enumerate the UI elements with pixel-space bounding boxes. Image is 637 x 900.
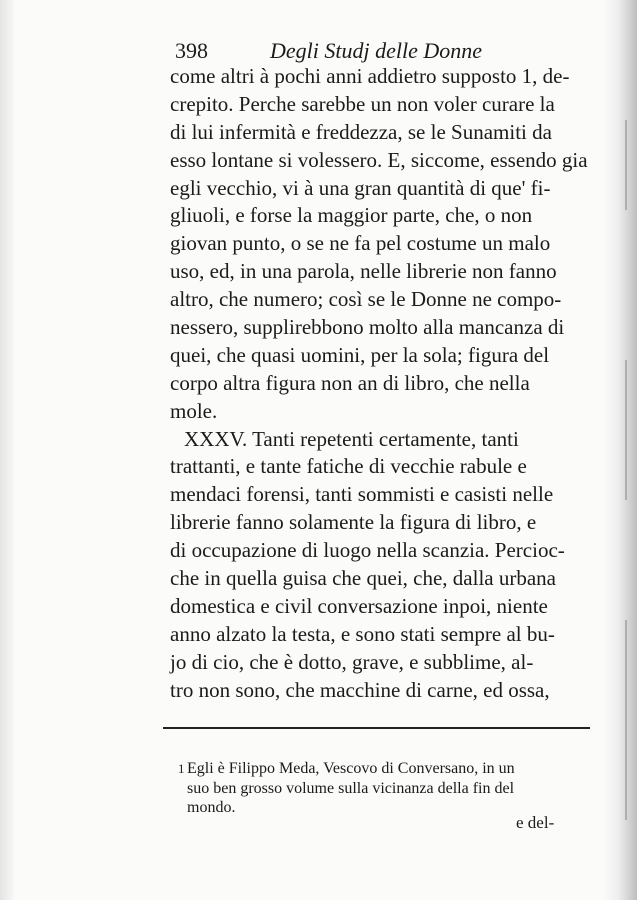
text-line: crepito. Perche sarebbe un non voler curare la [170,91,555,116]
body-text [170,63,588,704]
text-line: mendaci forensi, tanti sommisti e casisti nelle [170,482,554,507]
text-line: corpo altra figura non an di libro, che nella [170,370,530,395]
catchword: e del- [516,813,555,832]
text-line: uso, ed, in una parola, nelle librerie non fanno [170,259,557,284]
text-line: che in quella guisa che quei, che, dalla urbana [170,566,556,591]
text-line: esso lontane si volessero. E, siccome, essendo gia [170,147,588,172]
footnote-line: mondo. [187,799,236,816]
edge-mark [625,360,627,500]
text-line: tro non sono, che macchine di carne, ed ossa, [170,677,550,702]
footnote-line: Egli è Filippo Meda, Vescovo di Conversano, in un [187,760,515,777]
text-line: egli vecchio, vi à una gran quantità di que' fi- [170,175,551,200]
text-line: giovan punto, o se ne fa pel costume un malo [170,231,551,256]
text-line: domestica e civil conversazione inpoi, niente [170,593,548,618]
text-line: di lui infermità e freddezza, se le Sunamiti da [170,119,552,144]
footnote-marker: 1 [178,761,185,776]
text-line: librerie fanno solamente la figura di libro, e [170,510,537,535]
page-left-edge [0,0,14,900]
text-line: nessero, supplirebbono molto alla mancanza di [170,315,565,340]
text-line: quei, che quasi uomini, per la sola; figura del [170,342,550,367]
text-line: come altri à pochi anni addietro supposto 1, de- [170,64,570,88]
section-heading-line: XXXV. Tanti repetenti certamente, tanti [184,426,519,451]
footnote-line: suo ben grosso volume sulla vicinanza della fin del [187,779,515,797]
text-line: gliuoli, e forse la maggior parte, che, o non [170,203,533,228]
running-title: Degli Studj delle Donne [270,38,483,63]
text-line: anno alzato la testa, e sono stati sempre al bu- [170,621,555,646]
page-right-edge [603,0,637,900]
footnote-rule [163,727,590,729]
edge-mark [625,120,627,210]
edge-mark [625,620,627,820]
text-line: di occupazione di luogo nella scanzia. Percioc- [170,538,565,563]
text-line: altro, che numero; così se le Donne ne compo- [170,287,562,312]
text-line: trattanti, e tante fatiche di vecchie rabule e [170,454,527,479]
text-line: jo di cio, che è dotto, grave, e subblime, al- [170,649,534,674]
footnote [178,759,587,818]
text-line: mole. [170,398,218,423]
page-number: 398 [175,38,208,63]
